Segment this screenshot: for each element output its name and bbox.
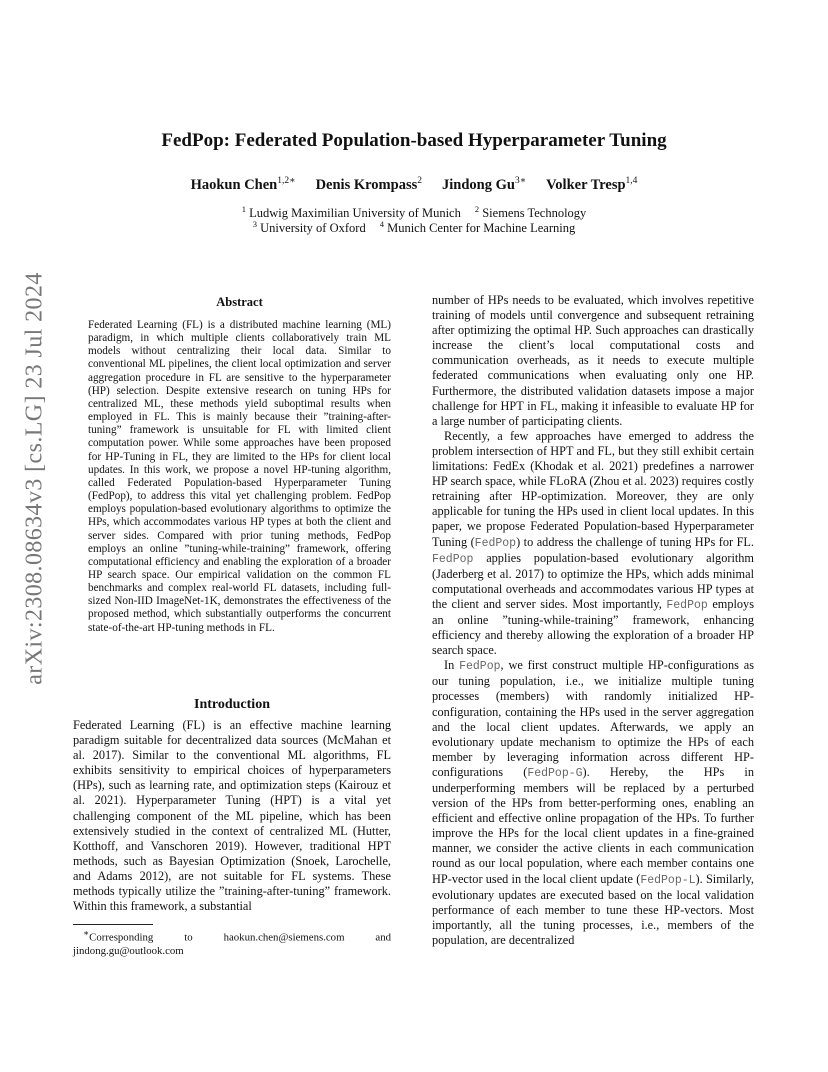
affiliation: $^1$ Ludwig Maximilian University of Munich <box>241 204 461 221</box>
affiliation: $^4$ Munich Center for Machine Learning <box>379 219 576 236</box>
method-name: FedPop-G <box>527 766 583 780</box>
author-affiliation-mark: 3∗ <box>514 176 527 186</box>
author-affiliation-mark: 1,4 <box>625 176 638 186</box>
method-name: FedPop <box>459 660 501 674</box>
author-name: Volker Tresp$^{1,4}$ <box>546 176 638 193</box>
method-name: FedPop <box>432 552 474 566</box>
affiliations-line-2 <box>0 217 828 236</box>
abstract-heading: Abstract <box>216 295 263 309</box>
right-column <box>432 293 754 948</box>
affiliation-mark: 2 <box>474 204 480 214</box>
right-paragraph-3: In FedPop, we first construct multiple HP-configurations as our tuning population, i.e., we initialize multiple tuning processes (members) with randomly initialized HP-configuration, containing the HPs used in the server aggregation and the local client updates. Afterwards, we apply an evolutionary update mechanism to optimize the HPs of each member by leveraging information across different HP-configurations (FedPop-G). Hereby, the HPs in underperforming members will be replaced by a perturbed version of the HPs from better-performing ones, enabling an efficient and effective online propagation of the HPs. To further improve the HPs for the local client updates in a fine-grained manner, we consider the active clients in each communication round as our local population, where each member contains one HP-vector used in the local client update (FedPop-L). Similarly, evolutionary updates are executed based on the local validation performance of each member to tune these HP-vectors. Most importantly, all the tuning processes, i.e., members of the population, are decentralized <box>432 658 754 947</box>
affiliation-mark: 1 <box>241 204 246 214</box>
abstract-paragraph: Federated Learning (FL) is a distributed machine learning (ML) paradigm, in which multiple clients collaboratively train ML models without centralizing their local data. Similar to conventional ML pipelines, the client local optimization and server aggregation procedure in FL are sensitive to the hyperparameter (HP) selection. Despite extensive research on tuning HPs for centralized ML, these methods yield suboptimal results when employed in FL. This is mainly because their ”training-after-tuning” framework is unsuitable for FL with limited client computation power. While some approaches have been proposed for HP-Tuning in FL, they are limited to the HPs for client local updates. In this work, we propose a novel HP-tuning algorithm, called Federated Population-based Hyperparameter Tuning (FedPop), to address this vital yet challenging problem. FedPop employs population-based evolutionary algorithms to optimize the HPs, which accommodates various HP types at both the client and server sides. Compared with prior tuning methods, FedPop employs an online ”tuning-while-training” framework, offering computational efficiency and enabling the exploration of a broader HP search space. Our empirical validation on the common FL benchmarks and complex real-world FL datasets, including full-sized Non-IID ImageNet-1K, demonstrates the effectiveness of the proposed method, which substantially outperforms the concurrent state-of-the-art HP-tuning methods in FL. <box>88 319 391 634</box>
intro-paragraph-1: Federated Learning (FL) is an effective machine learning paradigm suitable for decentralized data sources (McMahan et al. 2017). Similar to the conventional ML algorithms, FL exhibits sensitivity to empirical choices of hyperparameters (HPs), such as learning rate, and optimization steps (Kairouz et al. 2021). Hyperparameter Tuning (HPT) is a vital yet challenging component of the ML pipeline, which has been extensively studied in the context of centralized ML (Hutter, Kotthoff, and Vanschoren 2019). However, traditional HPT methods, such as Bayesian Optimization (Snoek, Larochelle, and Adams 2012), are not suitable for FL systems. These methods typically utilize the ”training-after-tuning” framework. Within this framework, a substantial <box>73 718 391 914</box>
affiliation-mark: 4 <box>379 219 384 229</box>
affiliation-mark: 3 <box>252 219 258 229</box>
affiliation: $^2$ Siemens Technology <box>474 204 587 221</box>
author-list <box>0 175 828 194</box>
introduction-heading: Introduction <box>194 697 270 712</box>
method-name: FedPop <box>474 536 517 550</box>
paper-title: FedPop: Federated Population-based Hyperparameter Tuning <box>161 130 667 151</box>
affiliation: $^3$ University of Oxford <box>252 219 366 236</box>
method-name: FedPop-L <box>640 873 696 887</box>
abstract-text <box>88 319 391 635</box>
author-affiliation-mark: 2 <box>417 176 422 186</box>
introduction-left-column <box>73 718 391 914</box>
footnote <box>73 927 391 958</box>
author-name: Jindong $Gu^{3∗}$ <box>441 176 527 193</box>
footnote-text: Corresponding to haokun.chen@siemens.com and jindong.gu@outlook.com <box>73 931 391 957</box>
author-affiliation-mark: 1,2∗ <box>277 176 296 186</box>
arxiv-identifier-stamp: arXiv:2308.08634v3 [cs.LG] 23 Jul 2024 <box>21 272 48 685</box>
right-paragraph-1: number of HPs needs to be evaluated, which involves repetitive training of models until convergence and subsequent retraining after optimizing the optimal HP. Such approaches can drastically increase the client’s local computational costs and communication overheads, as it needs to execute multiple federated communications when evaluating only one HP. Furthermore, the distributed validation datasets impose a major challenge for HPT in FL, making it infeasible to evaluate HP for a large number of participating clients. <box>432 293 754 428</box>
footnote-rule <box>73 924 153 925</box>
author-name: Denis Krompass$^2$ <box>315 176 422 193</box>
author-name: Haokun Chen$^{1,2∗}$ <box>190 176 296 193</box>
right-paragraph-2: Recently, a few approaches have emerged to address the problem intersection of HPT and FL, but they still exhibit certain limitations: FedEx (Khodak et al. 2021) predefines a narrower HP search space, while FLoRA (Zhou et al. 2023) requires costly retraining after HP-optimization. Moreover, they are only applicable for tuning the HPs used in client local updates. In this paper, we propose Federated Population-based Hyperparameter Tuning (FedPop) to address the challenge of tuning HPs for FL. FedPop applies population-based evolutionary algorithm (Jaderberg et al. 2017) to optimize the HPs, which adds minimal computational overheads and accommodates various HP types at the client and server sides. Most importantly, FedPop employs an online ”tuning-while-training” framework, enhancing efficiency and thereby allowing the exploration of a broader HP search space. <box>432 428 754 658</box>
method-name: FedPop <box>666 598 708 612</box>
footnote-mark: ∗ <box>83 928 90 938</box>
